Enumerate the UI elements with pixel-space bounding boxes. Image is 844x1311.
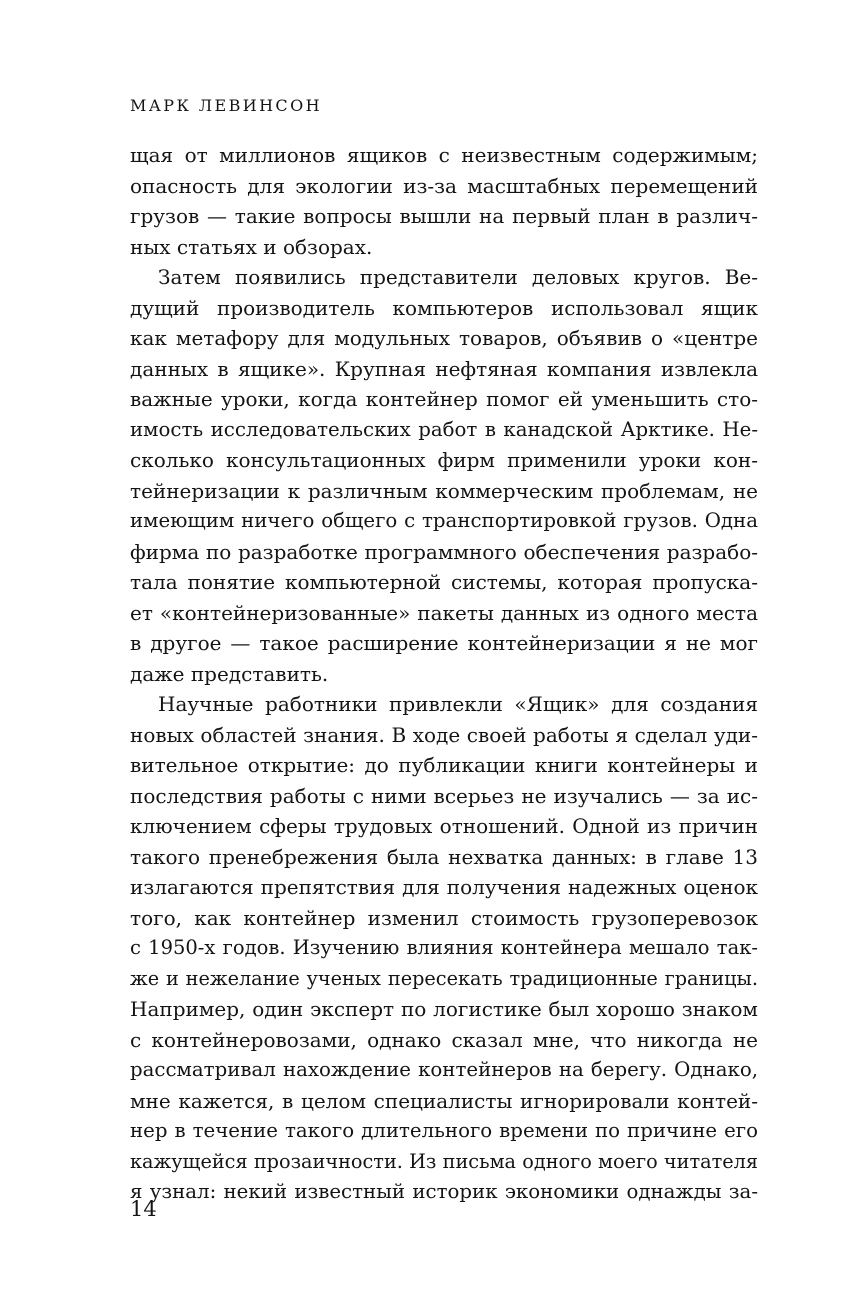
- text-line: важные уроки, когда контейнер помог ей уменьшить сто-: [130, 387, 758, 411]
- text-line: ет «контейнеризованные» пакеты данных из одного места: [130, 600, 758, 625]
- text-line: мне кажется, в целом специалисты игнорировали контей-: [130, 1088, 758, 1113]
- body-text: [130, 140, 758, 1208]
- text-line: новых областей знания. В ходе своей работы я сделал уди-: [130, 722, 758, 747]
- text-line: кажущейся прозаичности. Из письма одного моего читателя: [130, 1149, 758, 1173]
- text-line: такого пренебрежения была нехватка данных: в главе 13: [130, 844, 758, 869]
- text-line: ных статьях и обзорах.: [130, 234, 373, 259]
- page-number: 14: [130, 1197, 157, 1221]
- text-line: с контейнеровозами, однако сказал мне, что никогда не: [130, 1027, 758, 1052]
- text-line: в другое — такое расширение контейнеризации я не мог: [130, 631, 758, 655]
- text-line: данных в ящике». Крупная нефтяная компания извлекла: [130, 356, 758, 381]
- text-line: я узнал: некий известный историк экономики однажды за-: [130, 1180, 758, 1203]
- text-line: сколько консультационных фирм применили уроки кон-: [130, 448, 758, 472]
- text-line: фирма по разработке программного обеспечения разрабо-: [130, 539, 758, 564]
- running-head: МАРК ЛЕВИНСОН: [130, 96, 322, 115]
- text-line: грузов — такие вопросы вышли на первый план в различ-: [130, 204, 758, 228]
- text-line: нер в течение такого длительного времени по причине его: [130, 1119, 758, 1142]
- text-line: имость исследовательских работ в канадской Арктике. Не-: [130, 417, 758, 441]
- text-line: того, как контейнер изменил стоимость грузоперевозок: [130, 905, 758, 930]
- text-line: излагаются препятствия для получения надежных оценок: [130, 875, 758, 899]
- text-line: тейнеризации к различным коммерческим проблемам, не: [130, 478, 758, 503]
- text-line: щая от миллионов ящиков с неизвестным содержимым;: [130, 143, 758, 167]
- text-line: тала понятие компьютерной системы, которая пропуска-: [130, 570, 758, 594]
- text-line: как метафору для модульных товаров, объявив о «центре: [130, 326, 758, 350]
- text-line: последствия работы с ними всерьез не изучались — за ис-: [130, 783, 758, 808]
- text-line: дущий производитель компьютеров использовал ящик: [130, 295, 758, 320]
- text-line: Например, один эксперт по логистике был хорошо знаком: [130, 997, 758, 1021]
- text-line: же и нежелание ученых пересекать традиционные границы.: [130, 966, 758, 990]
- paragraph-first-line: Затем появились представители деловых кругов. Ве-: [158, 265, 758, 289]
- text-line: даже представить.: [130, 661, 329, 686]
- text-line: рассматривал нахождение контейнеров на берегу. Однако,: [130, 1058, 758, 1081]
- text-line: имеющим ничего общего с транспортировкой грузов. Одна: [130, 509, 758, 532]
- text-line: с 1950-х годов. Изучению влияния контейнера мешало так-: [130, 936, 758, 959]
- text-line: вительное открытие: до публикации книги контейнеры и: [130, 753, 758, 777]
- text-line: опасность для экологии из-за масштабных перемещений: [130, 173, 758, 198]
- paragraph-first-line: Научные работники привлекли «Ящик» для создания: [158, 692, 758, 716]
- text-line: ключением сферы трудовых отношений. Одной из причин: [130, 814, 758, 838]
